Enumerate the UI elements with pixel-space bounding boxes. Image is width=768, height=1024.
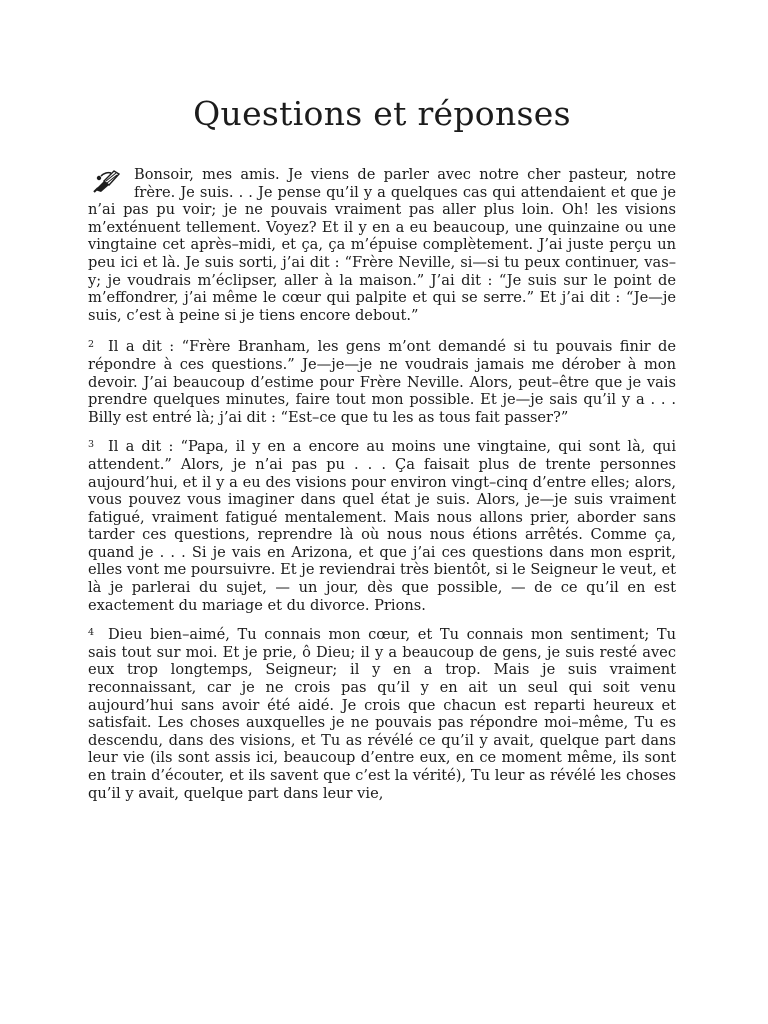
paragraph-number: 4: [88, 627, 95, 639]
paragraph-3: [88, 436, 676, 614]
document-body: [88, 166, 676, 802]
paragraph-text: Bonsoir, mes amis. Je viens de parler avec notre cher pasteur, notre frère. Je suis. . . Je pense qu’il y a quelques cas qui attendaient et que je n’ai pas pu voir; je ne pouvais vraiment pas aller plus loin. Oh! les visions m’exténuent tellement. Voyez? Et il y en a eu beaucoup, une quinzaine ou une vingtaine cet après–midi, et ça, ça m’épuise complètement. J’ai juste perçu un peu ici et là. Je suis sorti, j’ai dit : “Frère Neville, si—si tu peux continuer, vas–y; je voudrais m’éclipser, aller à la maison.” J’ai dit : “Je suis sur le point de m’effondrer, j’ai même le cœur qui palpite et qui se serre.” Et j’ai dit : “Je—je suis, c’est à peine si je tiens encore debout.”: [88, 166, 676, 324]
paragraph-text: Il a dit : “Papa, il y en a encore au moins une vingtaine, qui sont là, qui attendent.” Alors, je n’ai pas pu . . . Ça faisait plus de trente personnes aujourd’hui, et il y a eu des visions pour environ vingt–cinq d’entre elles; alors, vous pouvez vous imaginer dans quel état je suis. Alors, je—je suis vraiment fatigué, vraiment fatigué mentalement. Mais nous allons prier, aborder sans tarder ces questions, reprendre là où nous nous étions arrêtés. Comme ça, quand je . . . Si je vais en Arizona, et que j’ai ces questions dans mon esprit, elles vont me poursuivre. Et je reviendrai très bientôt, si le Seigneur le veut, et là je parlerai du sujet, — un jour, dès que possible, — de ce qu’il en est exactement du mariage et du divorce. Prions.: [88, 438, 676, 614]
paragraph-number: 3: [88, 439, 95, 451]
quill-pen-ornament-icon: [92, 168, 124, 194]
document-page: [88, 0, 676, 812]
paragraph-number: 2: [88, 339, 95, 351]
paragraph-text: Dieu bien–aimé, Tu connais mon cœur, et Tu connais mon sentiment; Tu sais tout sur moi. Et je prie, ô Dieu; il y a beaucoup de gens, je suis resté avec eux trop longtemps, Seigneur; il y en a trop. Mais je suis vraiment reconnaissant, car je ne crois pas qu’il y en ait un seul qui soit venu aujourd’hui sans avoir été aidé. Je crois que chacun est reparti heureux et satisfait. Les choses auxquelles je ne pouvais pas répondre moi–même, Tu es descendu, dans des visions, et Tu as révélé ce qu’il y avait, quelque part dans leur vie (ils sont assis ici, beaucoup d’entre eux, en ce moment même, ils sont en train d’écouter, et ils savent que c’est la vérité), Tu leur as révélé les choses qu’il y avait, quelque part dans leur vie,: [88, 626, 676, 802]
paragraph-4: [88, 624, 676, 802]
paragraph-text: Il a dit : “Frère Branham, les gens m’ont demandé si tu pouvais finir de répondre à ces questions.” Je—je—je ne voudrais jamais me dérober à mon devoir. J’ai beaucoup d’estime pour Frère Neville. Alors, peut–être que je vais prendre quelques minutes, faire tout mon possible. Et je—je sais qu’il y a . . . Billy est entré là; j’ai dit : “Est–ce que tu les as tous fait passer?”: [88, 338, 676, 426]
page-title: Questions et réponses: [193, 94, 571, 133]
paragraph-2: [88, 336, 676, 426]
paragraph-1: [88, 166, 676, 324]
